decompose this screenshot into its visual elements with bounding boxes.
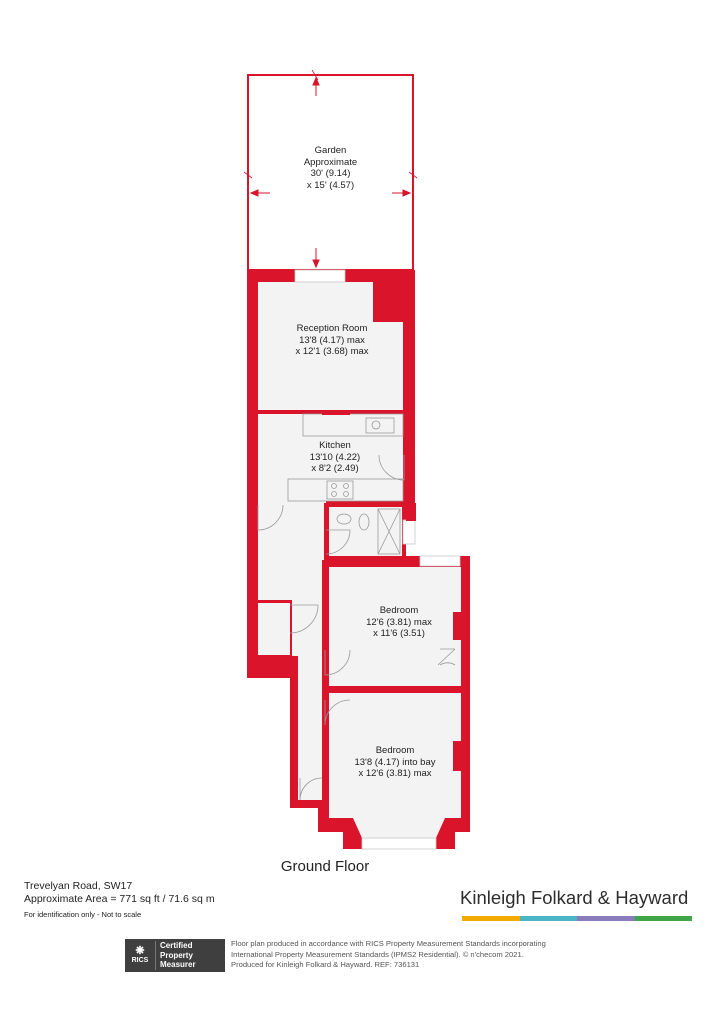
disclaimer [231,939,546,971]
bedroom1-width: x 11'6 (3.51) [373,628,425,639]
disclaimer-line3: Produced for Kinleigh Folkard & Hayward. REF: 736131 [231,960,420,969]
garden-length: 30' (9.14) [310,168,351,179]
rics-badge [125,939,225,972]
rics-line1: Certified [160,941,193,951]
rics-emblem-icon: ❋ [135,945,145,957]
garden-subtitle: Approximate [303,156,358,168]
property-area: Approximate Area = 771 sq ft / 71.6 sq m [24,893,215,905]
garden-width: x 15' (4.57) [306,179,355,191]
bedroom1-length: 12'6 (3.81) max [366,616,432,628]
bedroom1-name: Bedroom [379,605,419,616]
floor-title: Ground Floor [280,858,370,875]
bedroom2-name: Bedroom [375,745,415,756]
rics-line2: Property [160,950,193,960]
property-note: For identification only - Not to scale [24,910,142,919]
brand-name: Kinleigh Folkard & Hayward [460,887,689,908]
disclaimer-line1: Floor plan produced in accordance with RICS Property Measurement Standards incorporating [231,939,546,948]
brand-bar-segment [577,916,635,921]
property-address: Trevelyan Road, SW17 [24,880,133,892]
property-info [24,880,215,921]
brand-bar-segment [635,916,693,921]
bedroom2-label [325,745,465,780]
kitchen-name: Kitchen [319,440,351,451]
kitchen-length: 13'10 (4.22) [309,451,361,463]
rics-line3: Measurer [160,960,196,970]
kitchen-width: x 8'2 (2.49) [311,463,359,474]
brand-bar-segment [520,916,578,921]
rics-logo-text: RICS [131,957,149,964]
bedroom2-width: x 12'6 (3.81) max [358,768,432,779]
disclaimer-line2: International Property Measurement Standards (IPMS2 Residential). © n'checom 2021. [231,949,524,959]
reception-name: Reception Room [296,323,368,334]
brand-bar-segment [462,916,520,921]
reception-label [258,323,406,358]
kitchen-label [260,440,410,475]
rics-logo [125,946,155,965]
rics-text [155,941,196,970]
reception-length: 13'8 (4.17) max [299,334,365,346]
cupboard [258,603,290,655]
garden-name: Garden [314,145,347,156]
bedroom2-length: 13'8 (4.17) into bay [354,756,436,768]
garden-label [248,145,413,191]
reception-width: x 12'1 (3.68) max [295,346,369,357]
brand-color-bar [462,916,692,921]
bedroom1-label [329,605,469,640]
